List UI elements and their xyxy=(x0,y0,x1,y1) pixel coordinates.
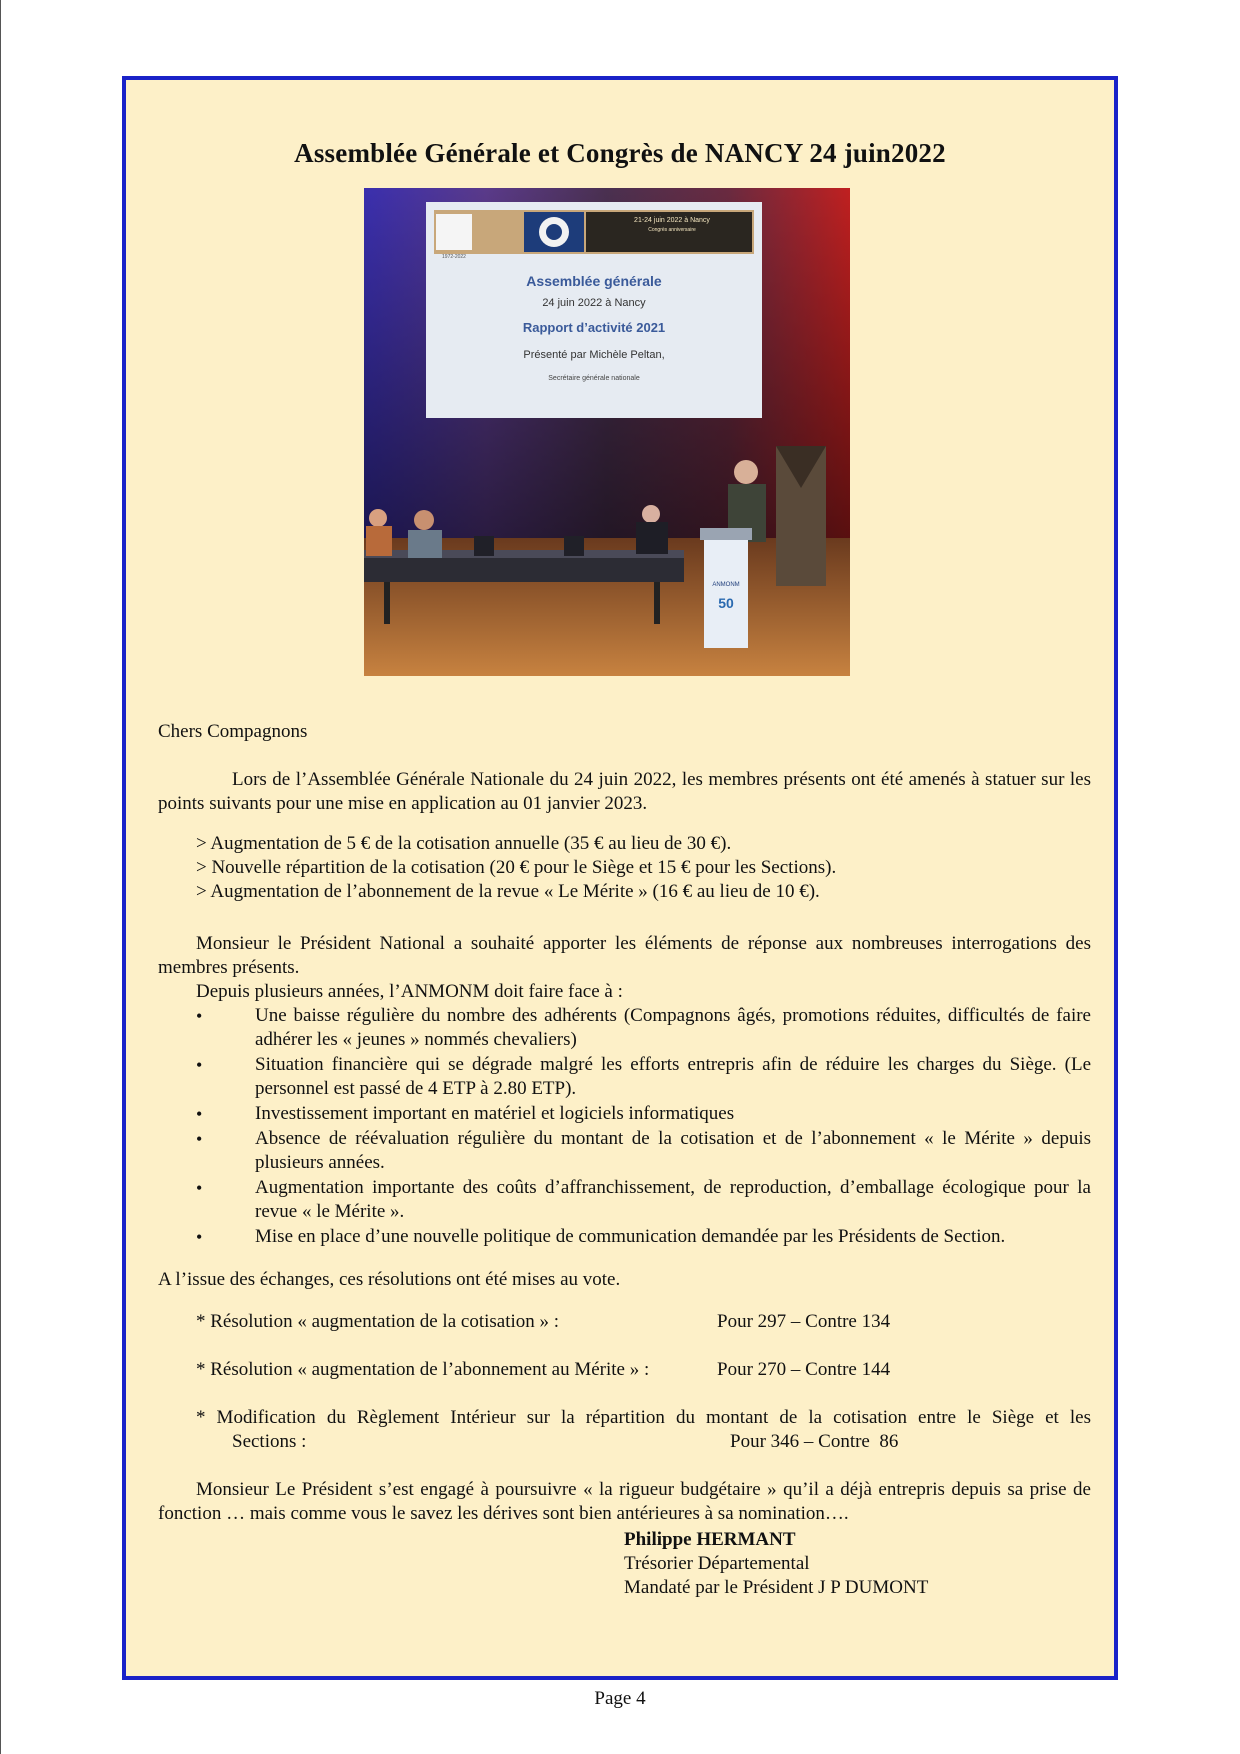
content-frame xyxy=(122,76,1118,1680)
change-item: > Augmentation de l’abonnement de la revue « Le Mérite » (16 € au lieu de 10 €). xyxy=(196,881,820,902)
list-item: • Mise en place d’une nouvelle politique de communication demandée par les Présidents de Section. xyxy=(196,1226,1006,1247)
resolution-label-continued: Sections : xyxy=(232,1431,307,1452)
page-number: Page 4 xyxy=(594,1688,646,1709)
bullet-icon: • xyxy=(196,1006,203,1026)
svg-text:Rapport d’activité 2021: Rapport d’activité 2021 xyxy=(522,320,666,335)
svg-text:50: 50 xyxy=(718,595,734,611)
intro-paragraph xyxy=(158,768,1091,816)
bullet-icon: • xyxy=(196,1104,203,1124)
changes-list xyxy=(158,832,1091,904)
bullet-icon: • xyxy=(196,1227,203,1247)
signer-name: Philippe HERMANT xyxy=(624,1529,796,1550)
list-item: • Augmentation importante des coûts d’affranchissement, de reproduction, d’emballage écologique pour la revue « le Mérite ». xyxy=(196,1177,1091,1222)
resolution-label: * Résolution « augmentation de la cotisation » : xyxy=(196,1311,560,1332)
greeting: Chers Compagnons xyxy=(158,721,308,742)
resolution-row xyxy=(196,1358,1091,1382)
issues-list xyxy=(158,1004,1091,1250)
signer-mandate: Mandaté par le Président J P DUMONT xyxy=(624,1577,929,1598)
svg-text:ANMONM: ANMONM xyxy=(712,582,740,588)
list-item: • Investissement important en matériel et logiciels informatiques xyxy=(196,1103,735,1124)
bullet-icon: • xyxy=(196,1178,203,1198)
since-paragraph: Depuis plusieurs années, l’ANMONM doit faire face à : xyxy=(196,981,623,1002)
change-item: > Nouvelle répartition de la cotisation (20 € pour le Siège et 15 € pour les Sections). xyxy=(196,857,837,878)
list-item: • Situation financière qui se dégrade malgré les efforts entrepris afin de réduire les charges du Siège. (Le personnel est passé de 4 ETP à 2.80 ETP). xyxy=(196,1054,1091,1099)
intro-text: Lors de l’Assemblée Générale Nationale du 24 juin 2022, les membres présents ont été amenés à statuer sur les points suivants pour une mise en application au 01 janvier 2023. xyxy=(158,769,1091,814)
bullet-icon: • xyxy=(196,1129,203,1149)
president-paragraph: Monsieur le Président National a souhaité apporter les éléments de réponse aux nombreuses interrogations des membres présents. xyxy=(158,933,1091,978)
resolution-label: * Modification du Règlement Intérieur sur la répartition du montant de la cotisation entre le Siège et les xyxy=(196,1407,1091,1428)
svg-text:Congrès anniversaire: Congrès anniversaire xyxy=(648,227,696,233)
svg-text:1972-2022: 1972-2022 xyxy=(442,254,466,260)
event-photo xyxy=(364,188,850,676)
svg-text:24 juin 2022 à Nancy: 24 juin 2022 à Nancy xyxy=(542,297,646,309)
signer-role: Trésorier Départemental xyxy=(624,1553,810,1574)
list-item: • Une baisse régulière du nombre des adhérents (Compagnons âgés, promotions réduites, difficultés de faire adhérer les « jeunes » nommés chevaliers) xyxy=(196,1005,1091,1050)
signature-block xyxy=(624,1528,928,1600)
svg-text:Secrétaire générale nationale: Secrétaire générale nationale xyxy=(548,375,640,382)
vote-intro: A l’issue des échanges, ces résolutions ont été mises au vote. xyxy=(158,1269,621,1290)
conclusion-paragraph: Monsieur Le Président s’est engagé à poursuivre « la rigueur budgétaire » qu’il a déjà entrepris depuis sa prise de fonction … mais comme vous le savez les dérives sont bien antérieures à sa nomination…. xyxy=(158,1479,1091,1524)
resolution-result: Pour 270 – Contre 144 xyxy=(717,1359,891,1380)
page-title: Assemblée Générale et Congrès de NANCY 24 juin2022 xyxy=(294,138,946,168)
resolution-result: Pour 346 – Contre 86 xyxy=(730,1431,899,1452)
page-left-edge xyxy=(0,0,1,1754)
svg-text:Présenté par Michèle Peltan,: Présenté par Michèle Peltan, xyxy=(523,349,665,361)
resolution-row xyxy=(196,1310,1091,1334)
resolution-result: Pour 297 – Contre 134 xyxy=(717,1311,891,1332)
change-item: > Augmentation de 5 € de la cotisation annuelle (35 € au lieu de 30 €). xyxy=(196,833,732,854)
svg-text:Assemblée générale: Assemblée générale xyxy=(526,273,662,289)
svg-text:21-24 juin 2022 à Nancy: 21-24 juin 2022 à Nancy xyxy=(634,217,710,224)
resolution-label: * Résolution « augmentation de l’abonnement au Mérite » : xyxy=(196,1359,650,1380)
bullet-icon: • xyxy=(196,1055,203,1075)
list-item: • Absence de réévaluation régulière du montant de la cotisation et de l’abonnement « le Mérite » depuis plusieurs années. xyxy=(196,1128,1091,1173)
